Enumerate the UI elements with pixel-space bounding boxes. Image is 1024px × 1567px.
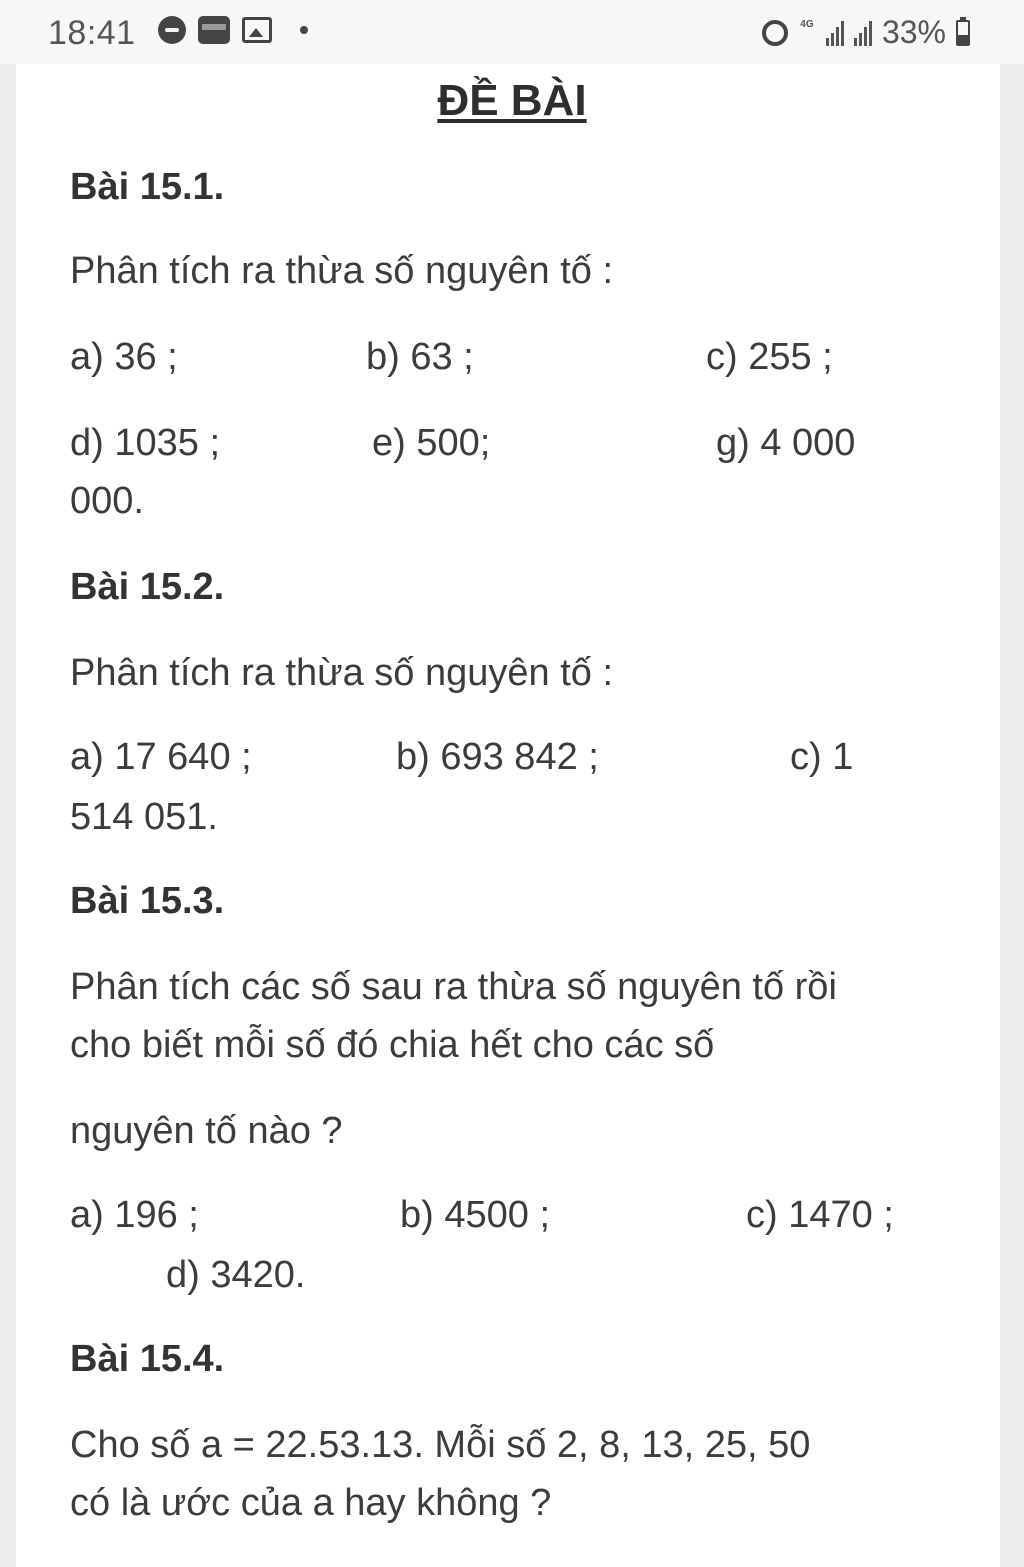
exercise-item: e) 500; [372,422,491,464]
page-title: ĐỀ BÀI [437,76,587,125]
exercise-prompt-line: nguyên tố nào ? [70,1110,343,1152]
exercise-item: a) 17 640 ; [70,736,252,778]
exercise-item: g) 4 000 [716,422,856,464]
alarm-icon [762,20,788,46]
exercise-item: c) 1 [790,736,854,778]
battery-percent: 33% [881,14,946,50]
exercise-item: b) 4500 ; [400,1194,550,1236]
status-bar [0,0,1024,64]
signal-icon [854,20,872,46]
notification-icons [158,16,308,44]
exercise-prompt-line: cho biết mỗi số đó chia hết cho các số [70,1024,715,1066]
exercise-item: b) 63 ; [366,336,474,378]
exercise-heading: Bài 15.2. [70,566,225,608]
exercise-heading: Bài 15.3. [70,880,225,922]
exercise-prompt-line: Cho số a = 22.53.13. Mỗi số 2, 8, 13, 25, 50 [70,1424,811,1466]
exercise-item: 514 051. [70,796,218,838]
exercise-item: a) 196 ; [70,1194,199,1236]
exercise-heading: Bài 15.1. [70,166,225,208]
exercise-item: b) 693 842 ; [396,736,599,778]
exercise-item: d) 1035 ; [70,422,220,464]
exercise-item: c) 255 ; [706,336,833,378]
exercise-prompt: Phân tích ra thừa số nguyên tố : [70,652,614,694]
system-icons [762,14,970,51]
exercise-prompt-line: Phân tích các số sau ra thừa số nguyên tố rồi [70,966,837,1008]
dot-icon [300,26,308,34]
app-icon [198,16,230,44]
exercise-item: a) 36 ; [70,336,178,378]
exercise-prompt: Phân tích ra thừa số nguyên tố : [70,250,614,292]
exercise-item: c) 1470 ; [746,1194,894,1236]
network-icon: 4G [800,18,814,30]
messenger-icon [158,16,186,44]
exercise-heading: Bài 15.4. [70,1338,225,1380]
battery-icon [956,20,970,46]
exercise-item: d) 3420. [166,1254,306,1296]
gallery-icon [242,17,272,43]
status-time: 18:41 [48,14,136,52]
exercise-prompt-line: có là ước của a hay không ? [70,1482,552,1524]
exercise-item: 000. [70,480,144,522]
signal-icon [826,20,844,46]
